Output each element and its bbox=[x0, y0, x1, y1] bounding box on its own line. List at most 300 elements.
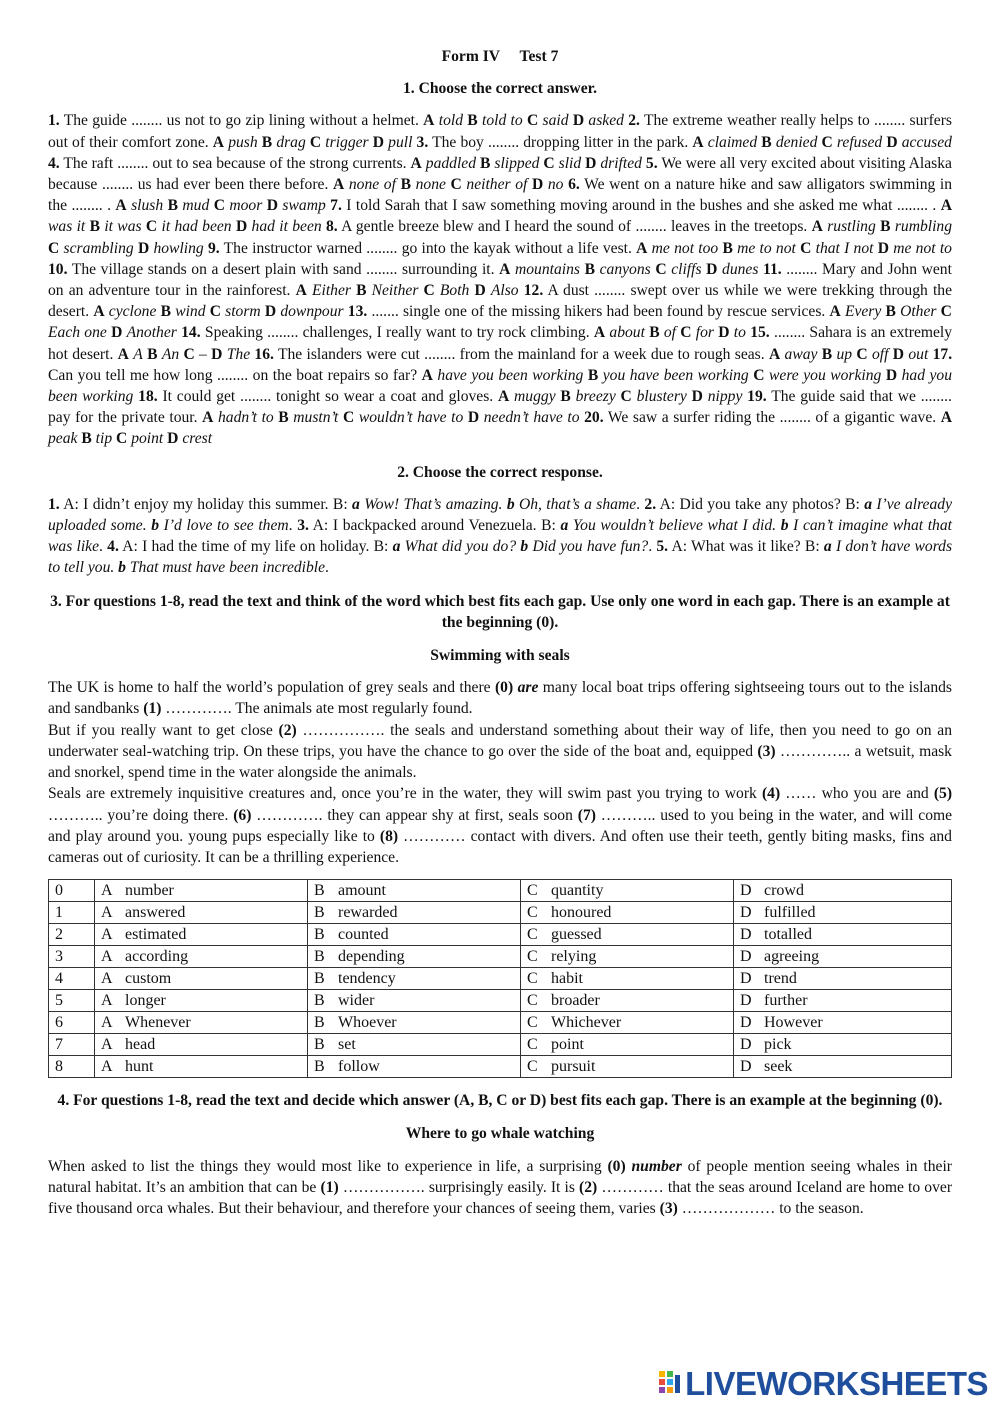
option-letter: a bbox=[352, 495, 360, 513]
option-letter: A bbox=[421, 366, 433, 384]
question-number: 20. bbox=[584, 409, 604, 427]
option-text: estimated bbox=[125, 925, 187, 943]
option-letter: B bbox=[885, 303, 896, 321]
option-letter: C bbox=[655, 260, 667, 278]
option-letter: A bbox=[811, 218, 823, 236]
question-3 bbox=[417, 134, 952, 151]
option-text: moor bbox=[229, 197, 263, 215]
option-letter: C bbox=[680, 324, 692, 342]
option-letter: B bbox=[761, 133, 772, 151]
question-text: The guide said that we ........ pay for the private tour. bbox=[48, 388, 952, 427]
option-text: Did you have fun? bbox=[532, 538, 649, 556]
section1-heading: 1. Choose the correct answer. bbox=[402, 80, 597, 98]
question-number: 15. bbox=[750, 324, 770, 342]
option-text: pick bbox=[764, 1035, 792, 1053]
option-letter: A bbox=[101, 881, 113, 899]
section2-responses bbox=[48, 494, 952, 579]
question-text: We were all very excited about visiting Alaska because ........ us had ever been there before. bbox=[48, 154, 952, 194]
option-letter: C bbox=[213, 197, 225, 215]
option-cell bbox=[521, 946, 734, 968]
option-letter: A bbox=[101, 1057, 113, 1075]
option-text: mountains bbox=[515, 260, 580, 278]
option-letter: D bbox=[740, 991, 752, 1009]
question-text: The raft ........ out to sea because of the strong currents. bbox=[63, 154, 407, 172]
option-letter: A bbox=[692, 133, 704, 151]
row-number: 1 bbox=[49, 902, 95, 924]
option-text: fulfilled bbox=[764, 903, 816, 921]
liveworksheets-logo-text: LIVEWORKSHEETS bbox=[685, 1365, 988, 1402]
option-cell bbox=[308, 924, 521, 946]
response-item-5: 5. A: What was it like? B: a I don’t have words to tell you. b That must have been incredible. bbox=[48, 538, 953, 577]
option-letter: D bbox=[740, 881, 752, 899]
option-text: trend bbox=[764, 969, 797, 987]
option-text: needn’t have to bbox=[483, 409, 580, 427]
option-text: Neither bbox=[371, 282, 419, 300]
option-text: A bbox=[133, 345, 143, 363]
option-letter: D bbox=[264, 303, 277, 321]
option-letter: b bbox=[506, 495, 515, 513]
option-letter: C bbox=[309, 133, 322, 151]
option-text: Both bbox=[439, 282, 470, 300]
option-letter: D bbox=[235, 218, 248, 236]
option-text: none bbox=[415, 176, 446, 194]
option-letter: C bbox=[620, 388, 632, 406]
option-text: Each one bbox=[48, 324, 107, 342]
option-text: hadn’t to bbox=[218, 409, 274, 427]
option-letter: B bbox=[587, 366, 599, 384]
option-letter: D bbox=[886, 133, 898, 151]
option-text: guessed bbox=[551, 925, 602, 943]
item-prompt: A: I had the time of my life on holiday. B: bbox=[122, 538, 389, 556]
option-text: However bbox=[764, 1013, 823, 1031]
option-letter: C bbox=[183, 345, 195, 363]
option-letter: D bbox=[211, 345, 223, 363]
option-text: storm bbox=[225, 303, 261, 321]
table-row bbox=[49, 968, 952, 990]
question-number: 1. bbox=[48, 112, 60, 130]
option-text: answered bbox=[125, 903, 186, 921]
gap-6: (6) bbox=[233, 806, 252, 824]
option-text: out bbox=[908, 345, 929, 363]
option-letter: D bbox=[467, 409, 480, 427]
option-cell bbox=[734, 946, 952, 968]
row-number: 5 bbox=[49, 990, 95, 1012]
item-number: 2. bbox=[644, 495, 657, 513]
option-cell bbox=[734, 1012, 952, 1034]
gap-8: (8) bbox=[379, 827, 399, 845]
option-text: cyclone bbox=[108, 303, 157, 321]
option-letter: D bbox=[740, 1035, 752, 1053]
liveworksheets-logo[interactable] bbox=[659, 1366, 988, 1402]
option-text: Another bbox=[126, 324, 177, 342]
option-text: Either bbox=[311, 282, 351, 300]
question-text: We went on a nature hike and saw alligators swimming in the ........ . bbox=[48, 176, 953, 215]
option-text: wider bbox=[338, 991, 375, 1009]
gap-1: (1) bbox=[143, 700, 162, 718]
option-letter: D bbox=[740, 903, 752, 921]
option-letter: A bbox=[636, 239, 648, 257]
item-number: 3. bbox=[297, 517, 309, 535]
option-letter: B bbox=[560, 388, 571, 406]
option-letter: D bbox=[372, 133, 385, 151]
option-text: swamp bbox=[282, 197, 326, 215]
option-letter: A bbox=[115, 197, 127, 215]
option-letter: C bbox=[753, 366, 765, 384]
question-text: I told Sarah that I saw something moving around in the bushes and she asked me what ........ . bbox=[346, 197, 937, 215]
option-letter: D bbox=[718, 324, 730, 342]
option-letter: D bbox=[740, 947, 752, 965]
option-letter: A bbox=[202, 409, 214, 427]
option-text: longer bbox=[125, 991, 166, 1009]
gap-7: (7) bbox=[577, 806, 596, 824]
gap-2: (2) bbox=[579, 1178, 598, 1196]
options-table bbox=[48, 879, 952, 1078]
option-letter: B bbox=[467, 112, 478, 130]
question-number: 17. bbox=[932, 345, 953, 363]
option-letter: B bbox=[314, 1013, 325, 1031]
table-row bbox=[49, 990, 952, 1012]
option-letter: B bbox=[649, 324, 660, 342]
option-letter: B bbox=[584, 260, 595, 278]
option-text: I can’t imagine what that was like bbox=[48, 517, 952, 556]
option-text: canyons bbox=[599, 260, 651, 278]
question-number: 3. bbox=[416, 133, 429, 151]
row-number: 4 bbox=[49, 968, 95, 990]
option-text: according bbox=[125, 947, 189, 965]
option-text: hunt bbox=[125, 1057, 154, 1075]
option-text: Every bbox=[844, 303, 882, 321]
option-text: set bbox=[338, 1035, 356, 1053]
option-text: I don’t have words to tell you. bbox=[48, 538, 953, 577]
option-text: asked bbox=[588, 112, 624, 130]
liveworksheets-logo-icon bbox=[659, 1371, 681, 1397]
option-letter: C bbox=[527, 991, 538, 1009]
option-text: about bbox=[609, 324, 645, 342]
table-row bbox=[49, 902, 952, 924]
question-text: The instructor warned ........ go into the kayak without a life vest. bbox=[223, 239, 632, 257]
question-text: Speaking ........ challenges, I really want to try rock climbing. bbox=[204, 324, 590, 342]
option-letter: a bbox=[864, 495, 872, 513]
option-text: pull bbox=[388, 133, 413, 151]
option-text: wouldn’t have to bbox=[358, 409, 464, 427]
response-item-2: 2. A: Did you take any photos? B: a I’ve already uploaded some. b I’d love to see them. bbox=[48, 495, 952, 535]
option-text: counted bbox=[338, 925, 389, 943]
option-cell bbox=[734, 880, 952, 902]
option-letter: A bbox=[101, 1035, 113, 1053]
option-letter: C bbox=[821, 133, 833, 151]
option-letter: A bbox=[101, 969, 113, 987]
option-letter: D bbox=[572, 112, 585, 130]
row-number: 7 bbox=[49, 1034, 95, 1056]
option-text: slipped bbox=[494, 154, 540, 172]
question-number: 18. bbox=[138, 388, 158, 406]
option-letter: B bbox=[880, 218, 891, 236]
option-cell bbox=[521, 990, 734, 1012]
item-number: 5. bbox=[656, 538, 669, 556]
test-label: Test 7 bbox=[519, 48, 559, 65]
option-text: follow bbox=[338, 1057, 380, 1075]
option-text: The bbox=[226, 345, 251, 363]
question-text: The guide ........ us not to go zip lining without a helmet. bbox=[63, 112, 419, 130]
option-text: rumbling bbox=[894, 218, 953, 236]
section3-paragraph-1: The UK is home to half the world’s population of grey seals and there (0) are many local boat trips offering sightseeing tours out to the islands and sandbanks (1) …………. The animals ate most regularly found. bbox=[48, 679, 952, 718]
option-letter: C bbox=[527, 1013, 538, 1031]
option-cell bbox=[308, 968, 521, 990]
option-letter: b bbox=[118, 559, 126, 577]
option-cell bbox=[521, 968, 734, 990]
option-text: trigger bbox=[325, 133, 369, 151]
option-text: drag bbox=[276, 133, 306, 151]
question-text: We saw a surfer riding the ........ of a gigantic wave. bbox=[607, 409, 937, 427]
option-letter: B bbox=[400, 176, 411, 194]
option-cell bbox=[734, 1034, 952, 1056]
option-letter: D bbox=[740, 925, 752, 943]
option-text: habit bbox=[551, 969, 583, 987]
option-letter: B bbox=[314, 925, 325, 943]
table-row bbox=[49, 1034, 952, 1056]
option-cell bbox=[95, 946, 308, 968]
option-text: claimed bbox=[707, 133, 758, 151]
option-letter: C bbox=[450, 176, 462, 194]
question-text: Can you tell me how long ........ on the boat repairs so far? bbox=[48, 366, 418, 384]
option-letter: A bbox=[101, 1013, 113, 1031]
option-letter: D bbox=[474, 282, 486, 300]
option-text: for bbox=[695, 324, 714, 342]
gap-3: (3) bbox=[659, 1199, 678, 1217]
option-letter: A bbox=[101, 903, 113, 921]
option-letter: D bbox=[585, 154, 597, 172]
question-text: The boy ........ dropping litter in the park. bbox=[432, 133, 689, 151]
option-cell bbox=[95, 902, 308, 924]
option-letter: A bbox=[117, 345, 129, 363]
option-letter: A bbox=[829, 303, 841, 321]
option-text: me to not bbox=[737, 239, 796, 257]
section4-heading: 4. For questions 1-8, read the text and decide which answer (A, B, C or D) best fits each gap. There is an example at the beginning (0). bbox=[57, 1092, 943, 1110]
option-text: up bbox=[836, 345, 853, 363]
item-prompt: A: Did you take any photos? B: bbox=[659, 495, 860, 513]
question-text: A dust ........ swept over us while we were trekking through the desert. bbox=[48, 282, 952, 321]
option-cell bbox=[308, 1012, 521, 1034]
option-text: of bbox=[663, 324, 676, 342]
option-letter: C bbox=[527, 969, 538, 987]
section4-paragraph: When asked to list the things they would most like to experience in life, a surprising (0) number of people mention seeing whales in their natural habitat. It’s an ambition that can be (1) ……………. surprisingly easily. It is (2) ………… that the seas around Iceland are home to over five thousand orca whales. But their behaviour, and therefore your chances of seeing them, varies (3) ……………… to the season. bbox=[48, 1157, 953, 1217]
table-row bbox=[49, 924, 952, 946]
option-letter: C bbox=[856, 345, 868, 363]
option-text: That must have been incredible bbox=[129, 559, 326, 577]
option-text: slush bbox=[131, 197, 164, 215]
question-9 bbox=[208, 240, 952, 257]
option-cell bbox=[734, 968, 952, 990]
question-number: 9. bbox=[207, 239, 220, 257]
option-text: it had been bbox=[161, 218, 232, 236]
form-label: Form IV bbox=[441, 48, 501, 65]
option-text: off bbox=[871, 345, 889, 363]
question-number: 12. bbox=[523, 282, 544, 300]
option-letter: B bbox=[314, 969, 325, 987]
gap-1: (1) bbox=[320, 1178, 339, 1196]
option-cell bbox=[521, 924, 734, 946]
option-letter: A bbox=[101, 991, 113, 1009]
question-number: 11. bbox=[763, 260, 782, 278]
option-text: told to bbox=[482, 112, 523, 130]
option-text: An bbox=[161, 345, 180, 363]
item-prompt: A: I didn’t enjoy my holiday this summer. B: bbox=[63, 495, 348, 513]
option-text: none of bbox=[348, 176, 396, 194]
question-16 bbox=[254, 346, 932, 363]
option-text: broader bbox=[551, 991, 600, 1009]
question-4 bbox=[48, 155, 646, 172]
table-row bbox=[49, 946, 952, 968]
option-letter: D bbox=[137, 239, 150, 257]
option-text: blustery bbox=[636, 388, 687, 406]
option-letter: C bbox=[527, 925, 538, 943]
option-letter: B bbox=[89, 218, 100, 236]
option-text: dunes bbox=[722, 260, 759, 278]
option-text: tendency bbox=[338, 969, 396, 987]
option-letter: C bbox=[543, 154, 555, 172]
option-text: away bbox=[784, 345, 818, 363]
option-text: Wow! That’s amazing. bbox=[364, 495, 503, 513]
option-cell bbox=[95, 1012, 308, 1034]
option-text: Whoever bbox=[338, 1013, 397, 1031]
option-letter: B bbox=[160, 303, 171, 321]
question-number: 16. bbox=[254, 345, 274, 363]
gap-4: (4) bbox=[761, 785, 781, 803]
option-letter: B bbox=[314, 903, 325, 921]
option-text: agreeing bbox=[764, 947, 820, 965]
question-number: 7. bbox=[330, 197, 342, 215]
option-letter: A bbox=[410, 154, 422, 172]
option-text: peak bbox=[48, 430, 78, 448]
option-letter: b bbox=[780, 517, 789, 535]
section1-questions bbox=[48, 110, 952, 449]
item-prompt: A: What was it like? B: bbox=[671, 538, 820, 556]
option-text: point bbox=[551, 1035, 584, 1053]
question-number: 13. bbox=[347, 303, 368, 321]
row-number: 0 bbox=[49, 880, 95, 902]
option-cell bbox=[734, 1056, 952, 1078]
option-text: crowd bbox=[764, 881, 804, 899]
question-text: The extreme weather really helps to ........ surfers out of their comfort zone. bbox=[48, 112, 952, 151]
option-text: depending bbox=[338, 947, 405, 965]
option-text: rewarded bbox=[338, 903, 398, 921]
worksheet-title bbox=[48, 46, 952, 67]
row-number: 3 bbox=[49, 946, 95, 968]
option-letter: C bbox=[527, 881, 538, 899]
option-letter: B bbox=[167, 197, 178, 215]
option-letter: C bbox=[527, 903, 538, 921]
section3-paragraph-2: But if you really want to get close (2) ……………. the seals and understand something about their way of life, then you need to go on an underwater seal-watching trip. On these trips, you have the chance to go over the side of the boat and, equipped (3) ………….. a wetsuit, mask and snorkel, spend time in the water alongside the animals. bbox=[48, 721, 953, 782]
option-letter: D bbox=[531, 176, 544, 194]
option-letter: B bbox=[314, 1057, 325, 1075]
option-letter: B bbox=[278, 409, 289, 427]
question-10 bbox=[48, 261, 763, 278]
option-letter: A bbox=[101, 947, 113, 965]
option-letter: B bbox=[147, 345, 158, 363]
option-cell bbox=[308, 1034, 521, 1056]
option-cell bbox=[521, 1034, 734, 1056]
option-text: it was bbox=[104, 218, 142, 236]
question-1 bbox=[48, 112, 628, 129]
option-cell bbox=[308, 1056, 521, 1078]
option-cell bbox=[308, 946, 521, 968]
option-text: wind bbox=[175, 303, 206, 321]
option-letter: a bbox=[560, 517, 569, 535]
table-row bbox=[49, 880, 952, 902]
option-letter: A bbox=[212, 133, 225, 151]
section2-heading: 2. Choose the correct response. bbox=[397, 463, 603, 481]
option-cell bbox=[95, 990, 308, 1012]
option-text: push bbox=[228, 133, 258, 151]
option-letter: A bbox=[497, 388, 510, 406]
option-letter: C bbox=[48, 239, 60, 257]
question-number: 14. bbox=[181, 324, 201, 342]
option-letter: A bbox=[940, 197, 953, 215]
option-cell bbox=[95, 968, 308, 990]
question-number: 19. bbox=[747, 388, 767, 406]
option-text: have you been working bbox=[437, 366, 584, 384]
section4-subtitle: Where to go whale watching bbox=[405, 1125, 595, 1143]
option-text: crest bbox=[182, 430, 213, 448]
option-letter: D bbox=[740, 1057, 752, 1075]
option-letter: D bbox=[740, 1013, 752, 1031]
option-text: downpour bbox=[280, 303, 344, 321]
option-cell bbox=[308, 990, 521, 1012]
option-letter: D bbox=[877, 239, 889, 257]
question-text: ....... single one of the missing hikers had been found by rescue services. bbox=[371, 303, 826, 321]
option-cell bbox=[734, 902, 952, 924]
item-number: 4. bbox=[107, 538, 119, 556]
option-text: Oh, that’s a shame bbox=[518, 495, 637, 513]
option-letter: C bbox=[527, 1035, 538, 1053]
option-text: Other bbox=[900, 303, 937, 321]
option-cell bbox=[95, 1034, 308, 1056]
option-letter: C bbox=[145, 218, 158, 236]
option-text: quantity bbox=[551, 881, 604, 899]
option-letter: D bbox=[740, 969, 752, 987]
response-item-4: 4. A: I had the time of my life on holiday. B: a What did you do? b Did you have fun?. bbox=[107, 538, 657, 556]
option-letter: B bbox=[480, 154, 491, 172]
item-number: 1. bbox=[48, 495, 60, 513]
option-text: I’ve already uploaded some. bbox=[48, 495, 952, 535]
option-text: me not to bbox=[893, 239, 952, 257]
option-letter: D bbox=[706, 260, 718, 278]
option-cell bbox=[95, 924, 308, 946]
option-letter: D bbox=[167, 430, 179, 448]
option-text: amount bbox=[338, 881, 386, 899]
option-cell bbox=[521, 880, 734, 902]
option-text: custom bbox=[125, 969, 172, 987]
option-text: neither of bbox=[466, 176, 528, 194]
option-text: paddled bbox=[425, 154, 477, 172]
question-number: 2. bbox=[628, 112, 640, 130]
option-text: point bbox=[131, 430, 164, 448]
option-cell bbox=[95, 880, 308, 902]
option-text: refused bbox=[836, 133, 883, 151]
option-text: told bbox=[438, 112, 463, 130]
option-text: further bbox=[764, 991, 808, 1009]
option-letter: D bbox=[266, 197, 278, 215]
worksheet-page bbox=[48, 46, 952, 1219]
table-row bbox=[49, 1012, 952, 1034]
option-letter: A bbox=[93, 303, 105, 321]
option-text: scrambling bbox=[63, 239, 134, 257]
question-number: 8. bbox=[325, 218, 338, 236]
question-number: 5. bbox=[645, 154, 658, 172]
option-letter: B bbox=[314, 991, 325, 1009]
question-number: 6. bbox=[568, 176, 580, 194]
option-text: slid bbox=[558, 154, 582, 172]
